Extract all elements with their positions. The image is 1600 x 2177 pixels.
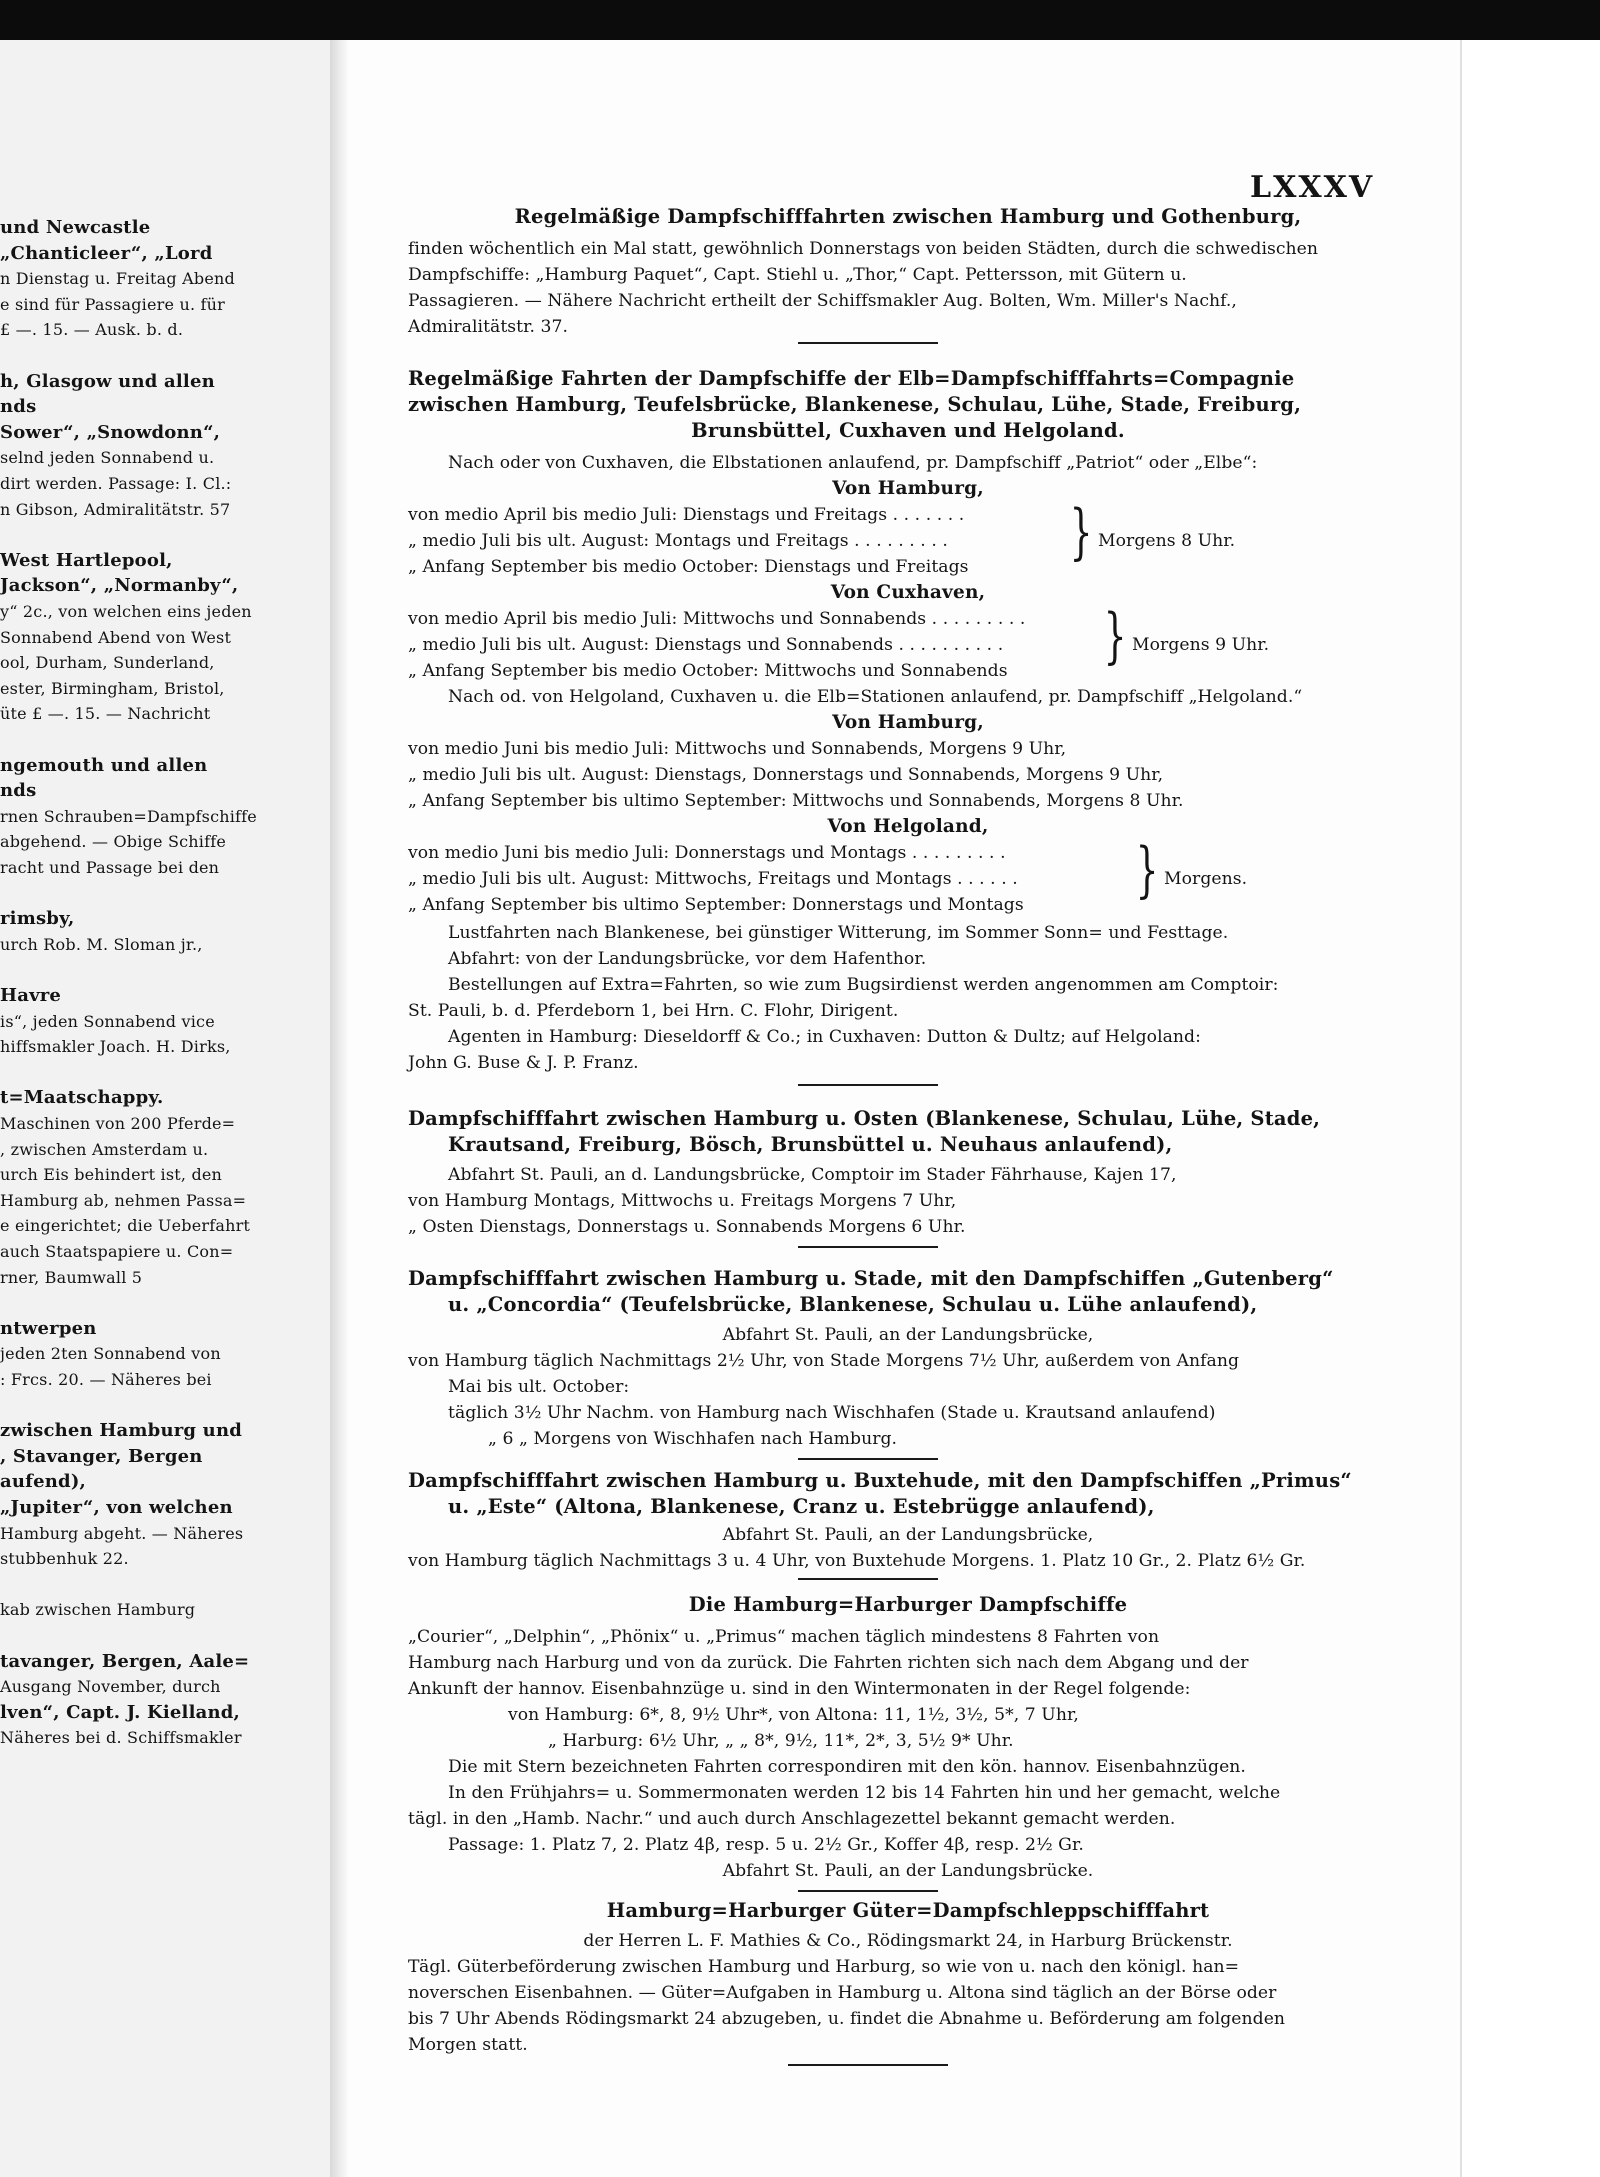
left-column-line: t=Maatschappy.	[0, 1087, 164, 1109]
schedule-row: „ medio Juli bis ult. August: Montags und Freitags . . . . . . . . .	[408, 531, 948, 551]
left-column-line: zwischen Hamburg und	[0, 1420, 243, 1442]
schedule-time: Morgens.	[1164, 869, 1248, 889]
text-line: Admiralitätstr. 37.	[408, 317, 568, 337]
left-column-line: £ —. 15. — Ausk. b. d.	[0, 320, 184, 340]
left-column-line: n Gibson, Admiralitätstr. 57	[0, 499, 231, 519]
text-line: Lustfahrten nach Blankenese, bei günstiger Witterung, im Sommer Sonn= und Festtage.	[448, 923, 1229, 943]
schedule-row: von medio April bis medio Juli: Mittwochs und Sonnabends . . . . . . . . .	[408, 609, 1026, 629]
text-line: Tägl. Güterbeförderung zwischen Hamburg und Harburg, so wie von u. nach den königl. han=	[408, 1957, 1240, 1977]
facing-page-left	[0, 40, 332, 2177]
left-column-line: Näheres bei d. Schiffsmakler	[0, 1728, 242, 1748]
section-title: Dampfschifffahrt zwischen Hamburg u. Osten (Blankenese, Schulau, Lühe, Stade,	[408, 1107, 1321, 1130]
left-column-line: tavanger, Bergen, Aale=	[0, 1650, 250, 1672]
left-column-line: is“, jeden Sonnabend vice	[0, 1011, 215, 1031]
subheading: Von Hamburg,	[832, 712, 984, 733]
text-line: finden wöchentlich ein Mal statt, gewöhnlich Donnerstags von beiden Städten, durch die schwedischen	[408, 239, 1319, 259]
left-column-line: hiffsmakler Joach. H. Dirks,	[0, 1037, 231, 1057]
schedule-row: „ Anfang September bis ultimo September: Donnerstags und Montags	[408, 895, 1024, 915]
divider	[798, 342, 938, 344]
section-title: Brunsbüttel, Cuxhaven und Helgoland.	[691, 419, 1125, 442]
scanner-top-bar	[0, 0, 1600, 40]
schedule-row: „ medio Juli bis ult. August: Dienstags, Donnerstags und Sonnabends, Morgens 9 Uhr,	[408, 765, 1164, 785]
text-line: Morgen statt.	[408, 2035, 528, 2055]
left-column-line: ngemouth und allen	[0, 754, 208, 776]
section-title: Hamburg=Harburger Güter=Dampfschleppschifffahrt	[606, 1899, 1210, 1922]
brace: }	[1135, 835, 1159, 905]
divider	[798, 1578, 938, 1580]
text-line: bis 7 Uhr Abends Rödingsmarkt 24 abzugeben, u. findet die Abnahme u. Beförderung am folgenden	[408, 2009, 1286, 2029]
left-column-line: Havre	[0, 985, 62, 1006]
text-line: Nach oder von Cuxhaven, die Elbstationen anlaufend, pr. Dampfschiff „Patriot“ oder „Elbe“:	[448, 453, 1258, 473]
left-column-line: , zwischen Amsterdam u.	[0, 1139, 209, 1159]
left-column-line: abgehend. — Obige Schiffe	[0, 832, 226, 852]
schedule-time: Morgens 8 Uhr.	[1098, 531, 1236, 551]
left-column-line: üte £ —. 15. — Nachricht	[0, 704, 211, 724]
schedule-row: von medio Juni bis medio Juli: Mittwochs und Sonnabends, Morgens 9 Uhr,	[408, 739, 1067, 759]
text-line: Abfahrt St. Pauli, an der Landungsbrücke.	[722, 1861, 1094, 1881]
left-column-line: nds	[0, 396, 37, 418]
left-column-line: rner, Baumwall 5	[0, 1267, 143, 1287]
text-line: Passage: 1. Platz 7, 2. Platz 4β, resp. 5 u. 2½ Gr., Koffer 4β, resp. 2½ Gr.	[448, 1835, 1084, 1855]
left-column-line: ool, Durham, Sunderland,	[0, 653, 215, 673]
schedule-row: von medio April bis medio Juli: Dienstags und Freitags . . . . . . .	[408, 505, 965, 525]
left-column-line: Jackson“, „Normanby“,	[0, 575, 239, 597]
text-line: Abfahrt St. Pauli, an der Landungsbrücke,	[722, 1525, 1094, 1545]
left-column-line: Sower“, „Snowdonn“,	[0, 421, 221, 443]
text-line: Ankunft der hannov. Eisenbahnzüge u. sind in den Wintermonaten in der Regel folgende:	[408, 1679, 1191, 1699]
left-column-line: lven“, Capt. J. Kielland,	[0, 1701, 241, 1723]
schedule-row: „ Anfang September bis medio October: Dienstags und Freitags	[408, 557, 969, 577]
text-line: „ Osten Dienstags, Donnerstags u. Sonnabends Morgens 6 Uhr.	[408, 1217, 966, 1237]
divider	[798, 1246, 938, 1248]
text-line: Abfahrt St. Pauli, an der Landungsbrücke,	[722, 1325, 1094, 1345]
subheading: Von Cuxhaven,	[830, 582, 986, 603]
text-line: von Hamburg: 6*, 8, 9½ Uhr*, von Altona: 11, 1½, 3½, 5*, 7 Uhr,	[508, 1705, 1079, 1725]
divider	[788, 2064, 948, 2066]
left-column-line: urch Rob. M. Sloman jr.,	[0, 934, 203, 954]
text-line: Bestellungen auf Extra=Fahrten, so wie zum Bugsirdienst werden angenommen am Comptoir:	[448, 975, 1279, 995]
section-title: Krautsand, Freiburg, Bösch, Brunsbüttel u. Neuhaus anlaufend),	[448, 1133, 1173, 1156]
section-title: Die Hamburg=Harburger Dampfschiffe	[688, 1593, 1128, 1616]
text-line: „ 6 „ Morgens von Wischhafen nach Hamburg.	[488, 1429, 898, 1449]
schedule-row: „ medio Juli bis ult. August: Dienstags und Sonnabends . . . . . . . . . .	[408, 635, 1004, 655]
schedule-row: „ medio Juli bis ult. August: Mittwochs, Freitags und Montags . . . . . .	[408, 869, 1018, 889]
left-column-line: West Hartlepool,	[0, 549, 173, 571]
section-title: Dampfschifffahrt zwischen Hamburg u. Stade, mit den Dampfschiffen „Gutenberg“	[408, 1267, 1334, 1290]
text-line: Passagieren. — Nähere Nachricht ertheilt der Schiffsmakler Aug. Bolten, Wm. Miller's Nachf.,	[408, 291, 1237, 311]
left-column-line: selnd jeden Sonnabend u.	[0, 448, 215, 468]
divider	[798, 1458, 938, 1460]
section-title: Regelmäßige Dampfschifffahrten zwischen Hamburg und Gothenburg,	[514, 205, 1302, 228]
brace: }	[1069, 497, 1093, 567]
text-line: „Courier“, „Delphin“, „Phönix“ u. „Primus“ machen täglich mindestens 8 Fahrten von	[408, 1627, 1160, 1647]
schedule-row: „ Anfang September bis ultimo September: Mittwochs und Sonnabends, Morgens 8 Uhr.	[408, 791, 1184, 811]
brace: }	[1103, 601, 1127, 671]
subheading: Von Hamburg,	[832, 478, 984, 499]
text-line: von Hamburg täglich Nachmittags 2½ Uhr, von Stade Morgens 7½ Uhr, außerdem von Anfang	[408, 1351, 1240, 1371]
text-line: In den Frühjahrs= u. Sommermonaten werden 12 bis 14 Fahrten hin und her gemacht, welche	[448, 1783, 1281, 1803]
left-column-line: urch Eis behindert ist, den	[0, 1165, 223, 1185]
schedule-row: von medio Juni bis medio Juli: Donnerstags und Montags . . . . . . . . .	[408, 843, 1006, 863]
left-column-line: kab zwischen Hamburg	[0, 1600, 196, 1620]
left-column-line: Hamburg abgeht. — Näheres	[0, 1523, 244, 1543]
section-title: Regelmäßige Fahrten der Dampfschiffe der Elb=Dampfschifffahrts=Compagnie	[408, 367, 1295, 390]
page-right	[348, 40, 1460, 2177]
left-column-line: ester, Birmingham, Bristol,	[0, 678, 225, 698]
book-gutter	[330, 40, 348, 2177]
left-column-line: Sonnabend Abend von West	[0, 627, 232, 647]
text-line: der Herren L. F. Mathies & Co., Rödingsmarkt 24, in Harburg Brückenstr.	[583, 1931, 1233, 1951]
left-column-line: jeden 2ten Sonnabend von	[0, 1344, 221, 1364]
left-column-line: Ausgang November, durch	[0, 1677, 221, 1697]
left-column-line: „Chanticleer“, „Lord	[0, 242, 213, 264]
text-line: noverschen Eisenbahnen. — Güter=Aufgaben in Hamburg u. Altona sind täglich an der Börse oder	[408, 1983, 1277, 2003]
left-column-line: „Jupiter“, von welchen	[0, 1497, 233, 1518]
text-line: „ Harburg: 6½ Uhr, „ „ 8*, 9½, 11*, 2*, 3, 5½ 9* Uhr.	[548, 1731, 1014, 1751]
left-column-line: nds	[0, 780, 37, 802]
left-column-line: h, Glasgow und allen	[0, 370, 215, 392]
left-column-line: rimsby,	[0, 908, 75, 930]
schedule-row: „ Anfang September bis medio October: Mittwochs und Sonnabends	[408, 661, 1008, 681]
left-column-line: y“ 2c., von welchen eins jeden	[0, 602, 252, 621]
divider	[798, 1890, 938, 1892]
text-line: Agenten in Hamburg: Dieseldorff & Co.; in Cuxhaven: Dutton & Dultz; auf Helgoland:	[448, 1027, 1201, 1047]
left-column-line: rnen Schrauben=Dampfschiffe	[0, 806, 257, 826]
text-line: John G. Buse & J. P. Franz.	[408, 1053, 639, 1073]
text-line: Die mit Stern bezeichneten Fahrten correspondiren mit den kön. hannov. Eisenbahnzügen.	[448, 1757, 1246, 1777]
text-line: Dampfschiffe: „Hamburg Paquet“, Capt. Stiehl u. „Thor,“ Capt. Pettersson, mit Gütern u.	[408, 265, 1187, 285]
text-line: Hamburg nach Harburg und von da zurück. Die Fahrten richten sich nach dem Abgang und der	[408, 1653, 1249, 1673]
text-line: Mai bis ult. October:	[448, 1377, 630, 1397]
section-title: u. „Este“ (Altona, Blankenese, Cranz u. Estebrügge anlaufend),	[448, 1495, 1155, 1518]
left-column-line: auch Staatspapiere u. Con=	[0, 1242, 234, 1261]
left-column-line: , Stavanger, Bergen	[0, 1445, 203, 1467]
text-line: tägl. in den „Hamb. Nachr.“ und auch durch Anschlagezettel bekannt gemacht werden.	[408, 1809, 1176, 1829]
left-column-line: e sind für Passagiere u. für	[0, 294, 226, 314]
left-column-line: und Newcastle	[0, 217, 151, 238]
text-line: Nach od. von Helgoland, Cuxhaven u. die Elb=Stationen anlaufend, pr. Dampfschiff „Helgoland.“	[448, 687, 1303, 707]
left-column-line: : Frcs. 20. — Näheres bei	[0, 1370, 212, 1389]
left-column-line: dirt werden. Passage: I. Cl.:	[0, 474, 232, 493]
left-column-line: ntwerpen	[0, 1317, 97, 1339]
left-column-line: Hamburg ab, nehmen Passa=	[0, 1190, 247, 1210]
left-column-line: Maschinen von 200 Pferde=	[0, 1114, 236, 1133]
page-number: LXXXV	[1250, 170, 1375, 205]
text-line: Abfahrt: von der Landungsbrücke, vor dem Hafenthor.	[448, 949, 927, 969]
text-line: täglich 3½ Uhr Nachm. von Hamburg nach Wischhafen (Stade u. Krautsand anlaufend)	[448, 1403, 1216, 1423]
subheading: Von Helgoland,	[827, 816, 989, 837]
schedule-time: Morgens 9 Uhr.	[1132, 635, 1270, 655]
divider	[798, 1084, 938, 1086]
left-column-line: stubbenhuk 22.	[0, 1549, 129, 1569]
section-title: u. „Concordia“ (Teufelsbrücke, Blankenese, Schulau u. Lühe anlaufend),	[448, 1293, 1258, 1316]
left-column-line: racht und Passage bei den	[0, 858, 220, 877]
left-column-line: aufend),	[0, 1471, 87, 1493]
section-title: zwischen Hamburg, Teufelsbrücke, Blankenese, Schulau, Lühe, Stade, Freiburg,	[408, 393, 1302, 416]
section-title: Dampfschifffahrt zwischen Hamburg u. Buxtehude, mit den Dampfschiffen „Primus“	[408, 1469, 1352, 1492]
text-line: St. Pauli, b. d. Pferdeborn 1, bei Hrn. C. Flohr, Dirigent.	[408, 1001, 899, 1021]
text-line: von Hamburg Montags, Mittwochs u. Freitags Morgens 7 Uhr,	[408, 1191, 957, 1211]
text-line: Abfahrt St. Pauli, an d. Landungsbrücke, Comptoir im Stader Fährhause, Kajen 17,	[448, 1165, 1177, 1185]
scan-right-margin	[1460, 40, 1600, 2177]
left-column-line: n Dienstag u. Freitag Abend	[0, 269, 235, 289]
left-column-line: e eingerichtet; die Ueberfahrt	[0, 1216, 251, 1236]
text-line: von Hamburg täglich Nachmittags 3 u. 4 Uhr, von Buxtehude Morgens. 1. Platz 10 Gr., 2. Platz 6½ Gr.	[408, 1551, 1306, 1571]
